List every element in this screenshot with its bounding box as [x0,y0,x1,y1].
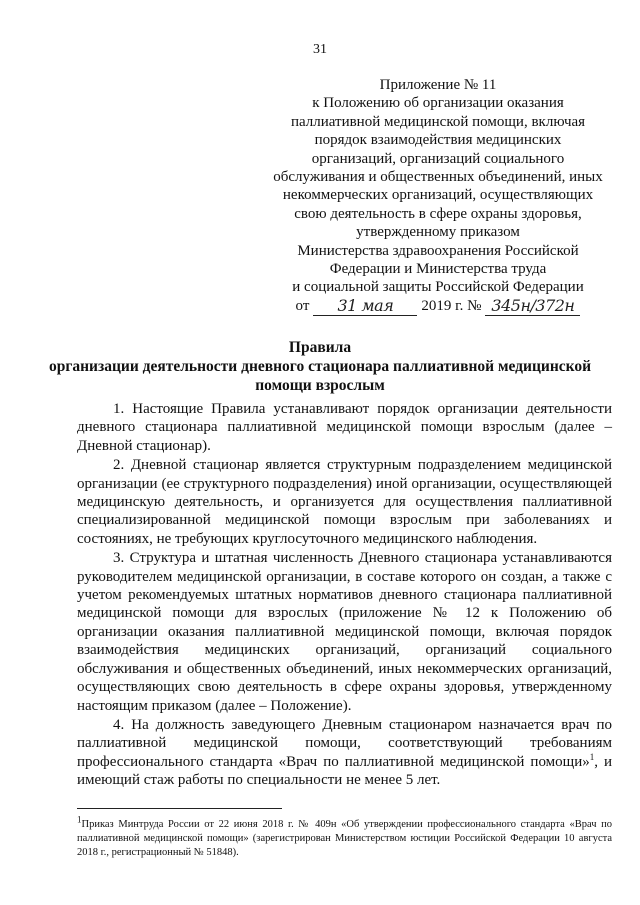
footnote-text: Приказ Минтруда России от 22 июня 2018 г. № 409н «Об утверждении профессионального стандарта «Врач по паллиативной медицинской помощи» (зарегистрирован Министерством юстиции Российской Федерации 10 августа 2018 г., регистрационный № 51848). [77,819,612,858]
paragraph-4 [77,716,612,790]
appendix-line: свою деятельность в сфере охраны здоровья, [294,205,582,222]
appendix-line: порядок взаимодействия медицинских [314,132,562,149]
appendix-line: утвержденному приказом [356,224,520,241]
paragraph-4-tail: , и имеющий стаж работы по специальности не менее 5 лет. [77,753,613,789]
appendix-line: обслуживания и общественных объединений, иных [273,169,603,186]
title-line: помощи взрослым [255,377,385,394]
appendix-line: к Положению об организации оказания [312,95,564,112]
footnote-mark: 1 [77,814,82,825]
document-title [40,338,600,395]
paragraph-2: 2. Дневной стационар является структурным подразделением медицинской организации (ее структурного подразделения) иной организации, осуществляющей медицинскую деятельность, и организуется для осуществления паллиативной специализированной медицинской помощи взрослым при заболеваниях и состояниях, не требующих круглосуточного медицинского наблюдения. [77,457,612,547]
appendix-line: некоммерческих организаций, осуществляющих [282,187,594,204]
appendix-line: и социальной защиты Российской Федерации [292,279,584,296]
appendix-line: Министерства здравоохранения Российской [297,242,579,259]
title-line: организации деятельности дневного стационара паллиативной медицинской [48,358,592,375]
handwritten-date: 31 мая [313,297,417,316]
footnote-reference: 1 [589,751,595,762]
title-line: Правила [288,339,352,356]
appendix-line: Приложение № 11 [379,77,497,93]
appendix-line: паллиативной медицинской помощи, включая [290,113,586,130]
appendix-line: организаций, организаций социального [311,150,565,167]
order-date-line [268,297,608,316]
page-number: 31 [313,42,327,57]
appendix-line: Федерации и Министерства труда [329,261,547,278]
handwritten-order-number: 345н/372н [485,297,580,316]
paragraph-3: 3. Структура и штатная численность Дневного стационара устанавливаются руководителем медицинской организации, в составе которого он создан, а также с учетом рекомендуемых штатных нормативов дневного стационара паллиативной медицинской помощи для взрослых (приложение № 12 к Положению об организации оказания паллиативной медицинской помощи, включая порядок взаимодействия медицинских организаций, организаций социального обслуживания и общественных объединений, иных некоммерческих организаций, осуществляющих свою деятельность в сфере охраны здоровья, утвержденному настоящим приказом (далее – Положение). [77,550,612,714]
footnote-divider [77,808,282,809]
date-prefix: от [295,298,310,315]
paragraph-4-text: 4. На должность заведующего Дневным стационаром назначается врач по паллиативной медицинской помощи, соответствующий требованиям профессионального стандарта «Врач по паллиативной медицинской помощи» [77,716,612,770]
footnote [77,814,612,860]
document-body [77,400,612,791]
paragraph-1: 1. Настоящие Правила устанавливают порядок организации деятельности дневного стационара паллиативной медицинской помощи взрослым (далее – Дневной стационар). [77,401,612,454]
appendix-header [268,76,608,316]
date-year: 2019 г. № [421,298,482,315]
